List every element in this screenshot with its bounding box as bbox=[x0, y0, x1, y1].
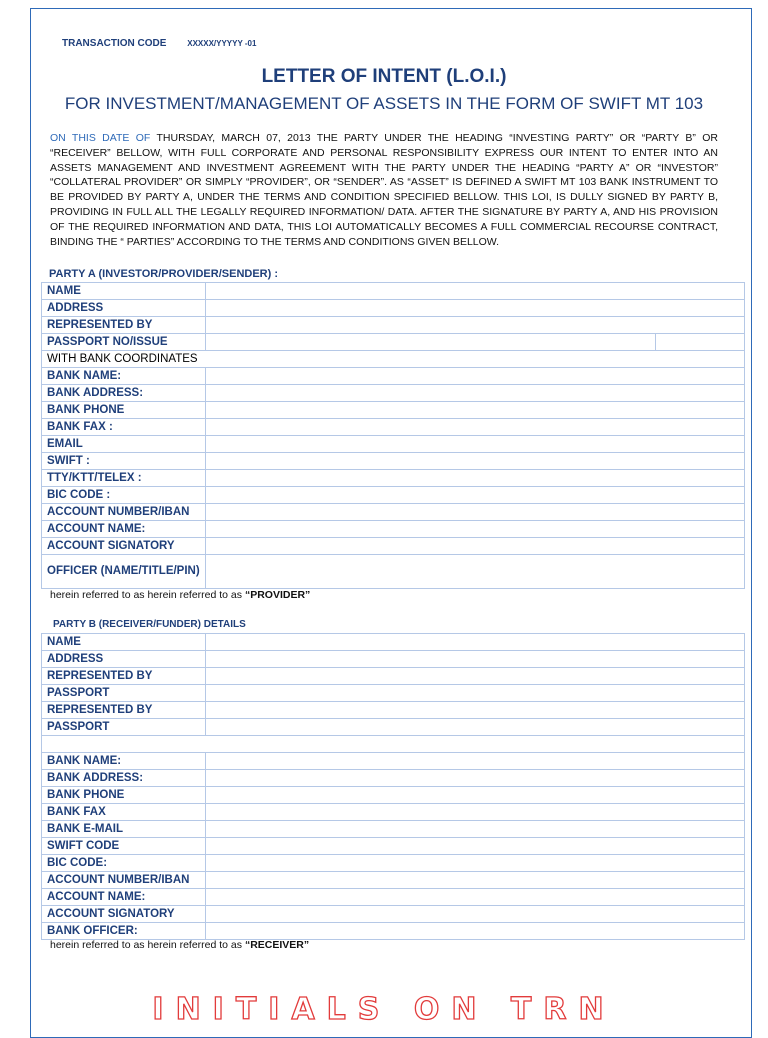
account-signatory-input[interactable] bbox=[206, 538, 745, 555]
passport-input[interactable] bbox=[206, 334, 745, 351]
bank-fax-input[interactable] bbox=[206, 804, 745, 821]
table-row bbox=[42, 317, 745, 334]
swift-input[interactable] bbox=[206, 453, 745, 470]
bic-code-input[interactable] bbox=[206, 855, 745, 872]
table-row bbox=[42, 804, 745, 821]
bank-address-input[interactable] bbox=[206, 385, 745, 402]
transaction-code-value: XXXXX/YYYYY -01 bbox=[187, 39, 257, 48]
email-input[interactable] bbox=[206, 436, 745, 453]
table-row bbox=[42, 402, 745, 419]
table-row bbox=[42, 651, 745, 668]
account-number-input[interactable] bbox=[206, 504, 745, 521]
passport-input[interactable] bbox=[206, 685, 745, 702]
field-label: EMAIL bbox=[42, 436, 206, 453]
field-label: TTY/KTT/TELEX : bbox=[42, 470, 206, 487]
table-row bbox=[42, 555, 745, 589]
table-row bbox=[42, 872, 745, 889]
table-row bbox=[42, 855, 745, 872]
table-row bbox=[42, 685, 745, 702]
field-label: BANK ADDRESS: bbox=[42, 385, 206, 402]
name-input[interactable] bbox=[206, 634, 745, 651]
field-label: SWIFT : bbox=[42, 453, 206, 470]
party-b-title: PARTY B (RECEIVER/FUNDER) DETAILS bbox=[53, 619, 246, 630]
field-label: REPRESENTED BY bbox=[42, 668, 206, 685]
table-row bbox=[42, 906, 745, 923]
table-row bbox=[42, 787, 745, 804]
represented-by-input[interactable] bbox=[206, 317, 745, 334]
party-a-title: PARTY A (INVESTOR/PROVIDER/SENDER) : bbox=[49, 268, 278, 280]
name-input[interactable] bbox=[206, 283, 745, 300]
field-label: BANK FAX : bbox=[42, 419, 206, 436]
field-label: REPRESENTED BY bbox=[42, 702, 206, 719]
field-label: BANK FAX bbox=[42, 804, 206, 821]
party-a-table bbox=[41, 282, 745, 589]
field-label: PASSPORT NO/ISSUE bbox=[42, 334, 206, 351]
table-row bbox=[42, 283, 745, 300]
account-number-input[interactable] bbox=[206, 872, 745, 889]
represented-by-input[interactable] bbox=[206, 668, 745, 685]
field-label: ACCOUNT SIGNATORY bbox=[42, 906, 206, 923]
field-label: BANK ADDRESS: bbox=[42, 770, 206, 787]
field-label: OFFICER (NAME/TITLE/PIN) bbox=[42, 555, 206, 589]
field-label: BIC CODE : bbox=[42, 487, 206, 504]
referred-text: herein referred to as herein referred to as bbox=[50, 939, 245, 951]
field-label: ACCOUNT NAME: bbox=[42, 889, 206, 906]
bank-phone-input[interactable] bbox=[206, 787, 745, 804]
field-label: REPRESENTED BY bbox=[42, 317, 206, 334]
represented-by-input[interactable] bbox=[206, 702, 745, 719]
table-row bbox=[42, 504, 745, 521]
field-label: BANK PHONE bbox=[42, 402, 206, 419]
document-subtitle: FOR INVESTMENT/MANAGEMENT OF ASSETS IN THE FORM OF SWIFT MT 103 bbox=[64, 94, 704, 113]
table-row bbox=[42, 300, 745, 317]
receiver-role: “RECEIVER” bbox=[244, 939, 310, 951]
swift-code-input[interactable] bbox=[206, 838, 745, 855]
bank-officer-input[interactable] bbox=[206, 923, 745, 940]
field-label: BANK E-MAIL bbox=[42, 821, 206, 838]
party-a-referred bbox=[50, 589, 310, 601]
table-row bbox=[42, 634, 745, 651]
table-row bbox=[42, 753, 745, 770]
field-label: NAME bbox=[42, 634, 206, 651]
field-label: PASSPORT bbox=[42, 719, 206, 736]
table-row bbox=[42, 453, 745, 470]
bank-coordinates-heading: WITH BANK COORDINATES bbox=[42, 351, 745, 368]
table-row bbox=[42, 770, 745, 787]
account-name-input[interactable] bbox=[206, 889, 745, 906]
field-label: PASSPORT bbox=[42, 685, 206, 702]
intro-paragraph bbox=[50, 131, 718, 249]
bank-phone-input[interactable] bbox=[206, 402, 745, 419]
table-row bbox=[42, 923, 745, 940]
field-label: ACCOUNT NUMBER/IBAN bbox=[42, 872, 206, 889]
bank-email-input[interactable] bbox=[206, 821, 745, 838]
intro-lead: ON THIS DATE OF bbox=[50, 132, 151, 144]
table-row bbox=[42, 521, 745, 538]
field-label: BIC CODE: bbox=[42, 855, 206, 872]
table-row bbox=[42, 821, 745, 838]
provider-role: “PROVIDER” bbox=[244, 589, 311, 601]
table-row bbox=[42, 368, 745, 385]
table-row bbox=[42, 470, 745, 487]
bank-fax-input[interactable] bbox=[206, 419, 745, 436]
transaction-code-label: TRANSACTION CODE bbox=[62, 38, 167, 49]
bank-name-input[interactable] bbox=[206, 368, 745, 385]
table-row bbox=[42, 538, 745, 555]
field-label: ACCOUNT NAME: bbox=[42, 521, 206, 538]
table-row bbox=[42, 838, 745, 855]
bank-address-input[interactable] bbox=[206, 770, 745, 787]
table-row bbox=[42, 385, 745, 402]
account-signatory-input[interactable] bbox=[206, 906, 745, 923]
referred-text: herein referred to as herein referred to as bbox=[50, 589, 245, 601]
table-row bbox=[42, 419, 745, 436]
field-label: BANK NAME: bbox=[42, 368, 206, 385]
field-label: ACCOUNT SIGNATORY bbox=[42, 538, 206, 555]
party-b-table bbox=[41, 633, 745, 940]
field-label: BANK OFFICER: bbox=[42, 923, 206, 940]
field-label: BANK NAME: bbox=[42, 753, 206, 770]
spacer-row bbox=[42, 736, 745, 753]
field-label: ADDRESS bbox=[42, 300, 206, 317]
bank-name-input[interactable] bbox=[206, 753, 745, 770]
table-row bbox=[42, 668, 745, 685]
table-row bbox=[42, 702, 745, 719]
table-row bbox=[42, 736, 745, 753]
document-title: LETTER OF INTENT (L.O.I.) bbox=[261, 66, 507, 87]
field-label: ACCOUNT NUMBER/IBAN bbox=[42, 504, 206, 521]
transaction-code bbox=[62, 38, 256, 49]
field-label: NAME bbox=[42, 283, 206, 300]
field-label: ADDRESS bbox=[42, 651, 206, 668]
field-label: BANK PHONE bbox=[42, 787, 206, 804]
party-b-referred bbox=[50, 939, 309, 951]
table-row bbox=[42, 889, 745, 906]
table-row bbox=[42, 487, 745, 504]
table-row bbox=[42, 351, 745, 368]
passport-input[interactable] bbox=[206, 719, 745, 736]
table-row bbox=[42, 719, 745, 736]
table-row bbox=[42, 334, 745, 351]
officer-input[interactable] bbox=[206, 555, 745, 589]
address-input[interactable] bbox=[206, 300, 745, 317]
initials-on-trn-banner: INITIALS ON TRN bbox=[152, 992, 616, 1027]
table-row bbox=[42, 436, 745, 453]
field-label: SWIFT CODE bbox=[42, 838, 206, 855]
telex-input[interactable] bbox=[206, 470, 745, 487]
address-input[interactable] bbox=[206, 651, 745, 668]
bic-code-input[interactable] bbox=[206, 487, 745, 504]
account-name-input[interactable] bbox=[206, 521, 745, 538]
intro-body: THURSDAY, MARCH 07, 2013 THE PARTY UNDER THE HEADING “INVESTING PARTY” OR “PARTY B” OR “RECEIVER” BELLOW, WITH FULL CORPORATE AND PERSONAL RESPONSIBILITY EXPRESS OUR INTENT TO ENTER INTO AN ASSETS MANAGEMENT AND INVESTMENT AGREEMENT WITH THE PARTY UNDER THE HEADING “PARTY A” OR “INVESTOR” “COLLATERAL PROVIDER” OR SIMPLY “PROVIDER”, OR “SENDER”. AS “ASSET” IS DEFINED A SWIFT MT 103 BANK INSTRUMENT TO BE PROVIDED BY PARTY A, UNDER THE TERMS AND CONDITION SPECIFIED BELLOW. THIS LOI, IS DULLY SIGNED BY PARTY B, PROVIDING IN FULL ALL THE LEGALLY REQUIRED INFORMATION/ DATA. AFTER THE SIGNATURE BY PARTY A, AND HIS PROVISION OF THE REQUIRED INFORMATION AND DATA, THIS LOI AUTOMATICALLY BECOMES A FULL COMMERCIAL RECOURSE CONTRACT, BINDING THE “ PARTIES” ACCORDING TO THE TERMS AND CONDITIONS GIVEN BELLOW. bbox=[50, 132, 718, 248]
